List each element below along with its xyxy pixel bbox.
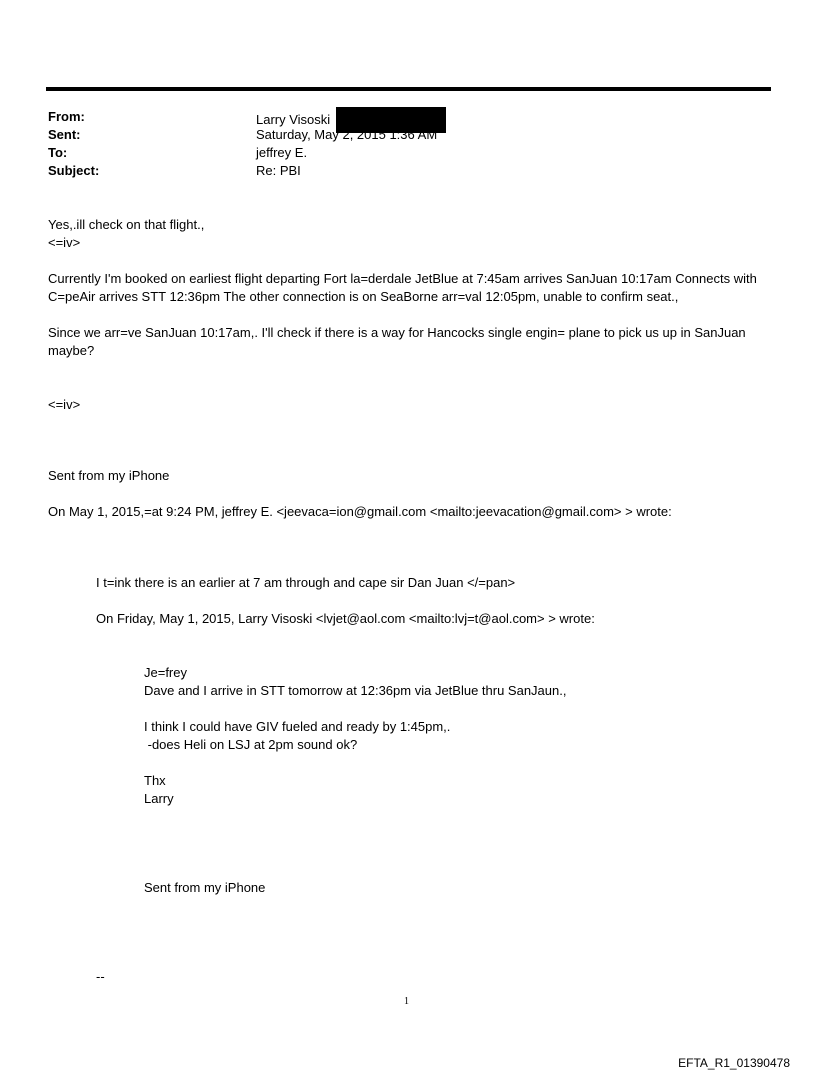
quote-header-2: On Friday, May 1, 2015, Larry Visoski <lvjet@aol.com <mailto:lvj=t@aol.com> > wrote: — [96, 611, 595, 626]
from-name: Larry Visoski — [256, 112, 331, 127]
quote2-line-1: Dave and I arrive in STT tomorrow at 12:36pm via JetBlue thru SanJaun., — [144, 683, 567, 698]
subject-label: Subject: — [48, 163, 100, 178]
quote-header-1: On May 1, 2015,=at 9:24 PM, jeffrey E. <jeevaca=ion@gmail.com <mailto:jeevacation@gmail.com> > wrote: — [48, 504, 672, 519]
sent-from-text: Sent from my iPhone — [48, 468, 170, 483]
body-paragraph-2: Since we arr=ve SanJuan 10:17am,. I'll check if there is a way for Hancocks single engin= plane to pick us up in SanJuan maybe? — [48, 325, 746, 358]
quote2-signature: Larry — [144, 791, 174, 806]
quote2-thanks: Thx — [144, 773, 166, 788]
quote1-line: I t=ink there is an earlier at 7 am through and cape sir Dan Juan </=pan> — [96, 575, 516, 590]
signature-dashes: -- — [96, 969, 105, 984]
to-value: jeffrey E. — [256, 145, 308, 160]
document-id: EFTA_R1_01390478 — [678, 1056, 790, 1070]
quote2-line-2: I think I could have GIV fueled and ready by 1:45pm,. — [144, 719, 451, 734]
body-paragraph-1: Currently I'm booked on earliest flight departing Fort la=derdale JetBlue at 7:45am arrives SanJuan 10:17am Connects with C=peAir arrives STT 12:36pm The other connection is on SeaBorne arr=val 12:05pm, unable to confirm seat., — [48, 271, 757, 304]
sent-label: Sent: — [48, 127, 81, 142]
quote2-sent-from: Sent from my iPhone — [144, 880, 266, 895]
page-number: 1 — [404, 996, 409, 1007]
sent-value: Saturday, May 2, 2015 1:36 AM — [256, 127, 438, 142]
body-line-1: Yes,.ill check on that flight., — [48, 217, 205, 232]
quote2-greeting: Je=frey — [144, 665, 187, 680]
to-label: To: — [48, 145, 68, 160]
from-label: From: — [48, 109, 85, 124]
header-rule — [46, 87, 771, 91]
quote2-line-3: -does Heli on LSJ at 2pm sound ok? — [144, 737, 358, 752]
body-line-2: <=iv> — [48, 235, 81, 250]
subject-value: Re: PBI — [256, 163, 301, 178]
body-line-3: <=iv> — [48, 397, 81, 412]
